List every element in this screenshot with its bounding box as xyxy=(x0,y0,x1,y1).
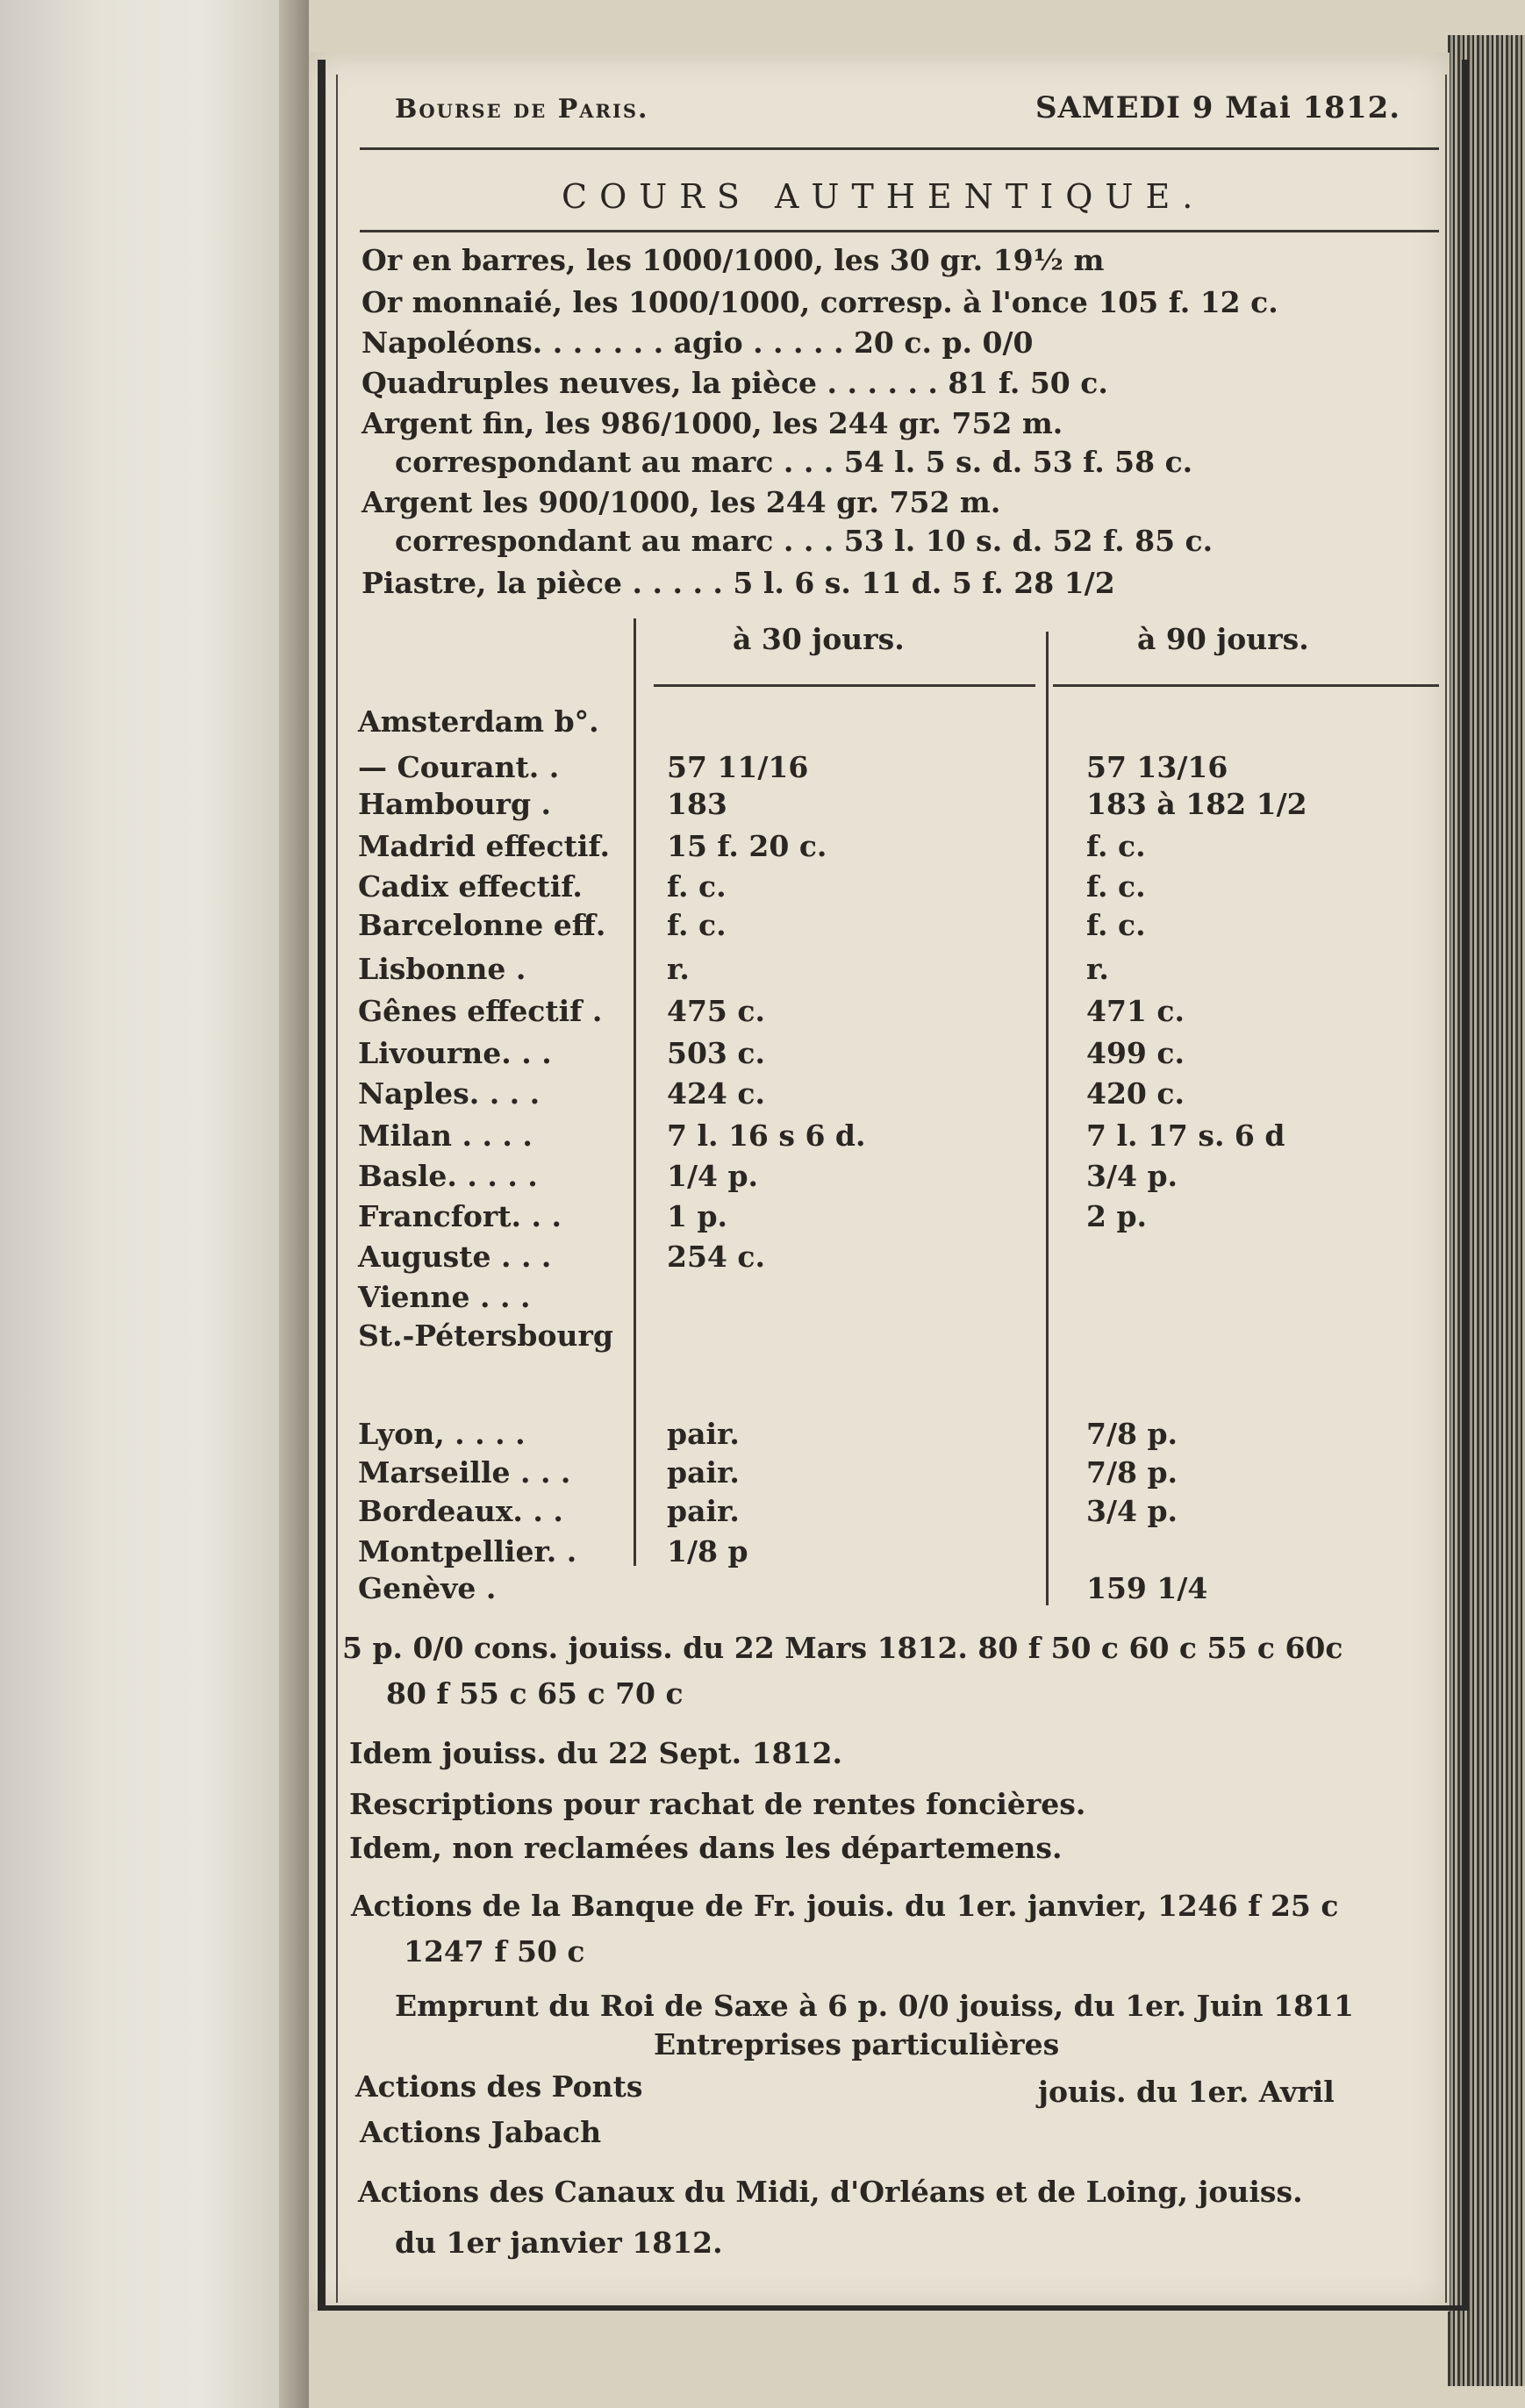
col1-header-rule xyxy=(654,684,1035,687)
exchange-place: Marseille . . . xyxy=(358,1455,571,1490)
col2-header: à 90 jours. xyxy=(1137,622,1309,656)
rate-30-days: 475 c. xyxy=(667,994,765,1028)
metal-line: correspondant au marc . . . 53 l. 10 s. d. 52 f. 85 c. xyxy=(395,524,1214,558)
rate-30-days: r. xyxy=(667,952,690,986)
header-left: Bourse de Paris. xyxy=(395,94,649,125)
rate-90-days: 3/4 p. xyxy=(1086,1159,1178,1193)
actions-line: 1247 f 50 c xyxy=(404,1934,585,1969)
rate-90-days: 2 p. xyxy=(1086,1199,1148,1233)
rate-30-days: 1/4 p. xyxy=(667,1159,759,1193)
col2-header-rule xyxy=(1053,684,1439,687)
rate-90-days: f. c. xyxy=(1086,908,1146,942)
rentes-line: Idem, non reclamées dans les départemens. xyxy=(349,1831,1063,1865)
actions-line: Actions des Canaux du Midi, d'Orléans et de Loing, jouiss. xyxy=(358,2175,1303,2209)
exchange-place: Gênes effectif . xyxy=(358,994,603,1028)
exchange-place: Montpellier. . xyxy=(358,1534,577,1568)
rate-30-days: f. c. xyxy=(667,908,727,942)
metal-line: Or en barres, les 1000/1000, les 30 gr. 19½ m xyxy=(362,243,1105,277)
rate-90-days: 7/8 p. xyxy=(1086,1417,1178,1451)
exchange-place: Amsterdam b°. xyxy=(358,704,599,739)
rate-90-days: 57 13/16 xyxy=(1086,750,1228,784)
rate-30-days: 424 c. xyxy=(667,1076,765,1111)
metal-line: Argent fin, les 986/1000, les 244 gr. 752 m. xyxy=(362,406,1063,440)
rate-90-days: 420 c. xyxy=(1086,1076,1185,1111)
col1-header: à 30 jours. xyxy=(733,622,905,656)
header-right: SAMEDI 9 Mai 1812. xyxy=(1035,90,1401,125)
metal-line: Napoléons. . . . . . . agio . . . . . 20 c. p. 0/0 xyxy=(362,325,1034,360)
rentes-line: Idem jouiss. du 22 Sept. 1812. xyxy=(349,1736,842,1770)
exchange-place: Lyon, . . . . xyxy=(358,1417,526,1451)
title-rule xyxy=(360,230,1439,232)
rate-30-days: 7 l. 16 s 6 d. xyxy=(667,1118,866,1153)
emprunt-line: Emprunt du Roi de Saxe à 6 p. 0/0 jouiss, du 1er. Juin 1811 xyxy=(395,1989,1354,2023)
rentes-line: 80 f 55 c 65 c 70 c xyxy=(386,1676,684,1711)
actions-line: Actions Jabach xyxy=(360,2115,602,2149)
rentes-line: Rescriptions pour rachat de rentes foncières. xyxy=(349,1787,1086,1821)
rate-30-days: 1/8 p xyxy=(667,1534,748,1568)
rate-30-days: 503 c. xyxy=(667,1036,765,1070)
rate-30-days: 183 xyxy=(667,787,727,821)
exchange-place: Milan . . . . xyxy=(358,1118,533,1153)
table-divider-left xyxy=(634,618,636,1566)
header-rule xyxy=(360,147,1439,150)
book-binding xyxy=(0,0,290,2408)
rate-30-days: pair. xyxy=(667,1494,740,1528)
exchange-place: Hambourg . xyxy=(358,787,551,821)
exchange-place: Cadix effectif. xyxy=(358,869,583,904)
metal-line: correspondant au marc . . . 54 l. 5 s. d. 53 f. 58 c. xyxy=(395,445,1193,479)
rate-90-days: 7/8 p. xyxy=(1086,1455,1178,1490)
exchange-place: Lisbonne . xyxy=(358,952,526,986)
rate-90-days: 3/4 p. xyxy=(1086,1494,1178,1528)
table-divider-right xyxy=(1046,632,1049,1605)
exchange-place: — Courant. . xyxy=(358,750,560,784)
rate-90-days: 499 c. xyxy=(1086,1036,1185,1070)
rate-30-days: pair. xyxy=(667,1455,740,1490)
actions-line: Actions des Ponts xyxy=(355,2069,643,2104)
rate-30-days: 15 f. 20 c. xyxy=(667,829,827,863)
exchange-place: St.-Pétersbourg xyxy=(358,1318,613,1353)
rate-90-days: r. xyxy=(1086,952,1109,986)
metal-line: Piastre, la pièce . . . . . 5 l. 6 s. 11 d. 5 f. 28 1/2 xyxy=(362,566,1115,600)
exchange-place: Francfort. . . xyxy=(358,1199,562,1233)
rate-30-days: 1 p. xyxy=(667,1199,728,1233)
exchange-place: Auguste . . . xyxy=(358,1240,552,1274)
rate-90-days: 159 1/4 xyxy=(1086,1571,1208,1605)
rate-90-days: 471 c. xyxy=(1086,994,1185,1028)
rate-30-days: 254 c. xyxy=(667,1240,765,1274)
rate-90-days: f. c. xyxy=(1086,829,1146,863)
page-title: COURS AUTHENTIQUE. xyxy=(562,177,1206,216)
exchange-place: Madrid effectif. xyxy=(358,829,610,863)
exchange-place: Bordeaux. . . xyxy=(358,1494,563,1528)
section-heading: Entreprises particulières xyxy=(654,2027,1060,2061)
metal-line: Or monnaié, les 1000/1000, corresp. à l'once 105 f. 12 c. xyxy=(362,285,1278,319)
rate-30-days: pair. xyxy=(667,1417,740,1451)
rate-90-days: 183 à 182 1/2 xyxy=(1086,787,1307,821)
rate-30-days: f. c. xyxy=(667,869,727,904)
exchange-place: Basle. . . . . xyxy=(358,1159,538,1193)
actions-line: Actions de la Banque de Fr. jouis. du 1er. janvier, 1246 f 25 c xyxy=(351,1889,1339,1923)
rate-90-days: f. c. xyxy=(1086,869,1146,904)
exchange-place: Livourne. . . xyxy=(358,1036,552,1070)
metal-line: Argent les 900/1000, les 244 gr. 752 m. xyxy=(362,485,1001,519)
actions-line: du 1er janvier 1812. xyxy=(395,2226,723,2260)
exchange-place: Vienne . . . xyxy=(358,1280,531,1314)
metal-line: Quadruples neuves, la pièce . . . . . . 81 f. 50 c. xyxy=(362,366,1108,400)
exchange-place: Barcelonne eff. xyxy=(358,908,606,942)
actions-line: jouis. du 1er. Avril xyxy=(1038,2075,1335,2109)
rate-30-days: 57 11/16 xyxy=(667,750,809,784)
rate-90-days: 7 l. 17 s. 6 d xyxy=(1086,1118,1285,1153)
rentes-line: 5 p. 0/0 cons. jouiss. du 22 Mars 1812. 80 f 50 c 60 c 55 c 60c xyxy=(342,1631,1343,1665)
binding-edge xyxy=(279,0,309,2408)
exchange-place: Naples. . . . xyxy=(358,1076,541,1111)
exchange-place: Genève . xyxy=(358,1571,497,1605)
